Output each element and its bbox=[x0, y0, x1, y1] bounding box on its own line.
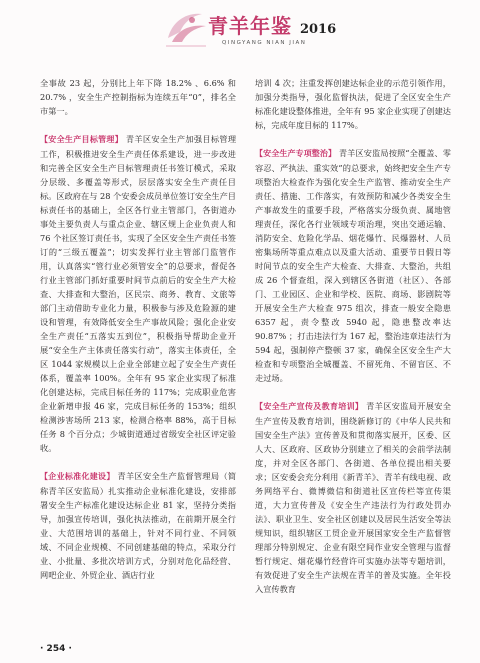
page-number: · 254 · bbox=[40, 644, 72, 654]
section-tag-special-rectification: 【安全生产专项整治】 bbox=[255, 149, 337, 158]
paragraph-target-management bbox=[40, 132, 236, 455]
page-header bbox=[0, 0, 480, 66]
yearbook-year: 2016 bbox=[299, 22, 337, 37]
section-tag-standardization: 【企业标准化建设】 bbox=[40, 472, 115, 481]
section-body-target-management: 青羊区安全生产加强目标管理工作，积极推进安全生产责任体系建设，进一步改进和完善全区安全生产目标管理责任书签订模式，采取分层级、多覆盖等形式，层层落实安全生产责任目标。区政府在与 28 个安委会成员单位签订安全生产目标责任书的基础上，全区各行业主管部门，各街道办事处主要负责人与重点企业、辖区规上企业负责人和 76 个社区签订责任书，实现了全区安全生产责任书签订的“三级五覆盖”；切实发挥行业主管部门监管作用，认真落实“管行业必须管安全”的总要求，督促各行业主管部门抓好重要时间节点前后的安全生产大检查、大排查和大整治，区民宗、商务、教育、文旅等部门主动借助专业化力量，积极参与涉及危险源的建设和管理，有效降低安全生产事故风险；强化企业安全生产责任“五落实五到位”，积极指导帮助企业开展“安全生产主体责任落实行动”，落实主体责任，全区 1044 家规模以上企业全部建立起了安全生产责任体系，覆盖率 100%。全年有 95 家企业实现了标准化创建达标，完成目标任务的 117%；完成职业危害企业新增申报 46 家，完成目标任务的 153%；组织检测涉害场所 213 家，检测合格率 88%，高于目标任务 8 个百分点；少城街道通过省级安全社区评定验收。 bbox=[40, 134, 237, 453]
sheep-logo-icon bbox=[162, 4, 210, 50]
section-body-special-rectification: 青羊区安监局按照“全覆盖、零容忍、严执法、重实效”的总要求，始终把安全生产专项整治大检查作为强化安全生产监管、推动安全生产责任、措施、工作落实，有效预防和减少各类安全生产事故发生的重要手段，严格落实分级负责、属地管理责任，深化各行业领域专项治理，突出交通运输、消防安全、危险化学品、烟花爆竹、民爆器材、人员密集场所等重点难点以及重大活动、重要节日假日等时间节点的安全生产大检查、大排查、大整治，共组成 26 个督查组，深入到辖区各街道（社区）、各部门、工业园区、企业和学校、医院、商场、影剧院等开展安全生产大检查 975 组次，排查一般安全隐患 6357 起，责令整改 5940 起，隐患整改率达 90.87% ；打击违法行为 167 起，整治违章违法行为 594 起，强制停产整顿 37 家，确保全区安全生产大检查和专项整治全城覆盖、不留死角、不留盲区、不走过场。 bbox=[255, 148, 451, 383]
right-column bbox=[255, 76, 451, 596]
paragraph-training-continued: 培训 4 次；注重发挥创建达标企业的示范引领作用，加强分类指导，强化监督执法，促进了全区安全生产标准化建设整体推进，全年有 95 家企业实现了创建达标，完成年度目标的 117%。 bbox=[255, 78, 451, 130]
paragraph-publicity-training bbox=[255, 399, 451, 596]
yearbook-logo-subtitle: QINGYANG NIAN JIAN bbox=[222, 40, 307, 46]
paragraph-accident-stats: 全事故 23 起，分别比上年下降 18.2% 、6.6% 和 20.7% ，安全生产控制指标为连续五年“0”，排名全市第一。 bbox=[40, 78, 236, 116]
section-tag-target-management: 【安全生产目标管理】 bbox=[40, 135, 124, 144]
section-body-standardization: 青羊区安全生产监督管理局（简称青羊区安监局）扎实推动企业标准化建设，安排部署安全生产标准化建设达标企业 81 家，坚持分类指导，加强宣传培训，强化执法推动，在前期开展全行业、大范围培训的基础上，针对不同行业、不同领域、不同企业规模、不同创建基础的特点，采取分行业、小批量、多批次培训方式，分别对危化品经营、网吧企业、外贸企业、酒店行业 bbox=[40, 471, 237, 580]
section-tag-publicity-training: 【安全生产宣传及教育培训】 bbox=[255, 402, 364, 411]
paragraph-standardization bbox=[40, 469, 236, 582]
paragraph-special-rectification bbox=[255, 146, 451, 385]
left-column bbox=[40, 76, 236, 582]
section-body-publicity-training: 青羊区安监局开展安全生产宣传及教育培训，围绕新修订的《中华人民共和国安全生产法》宣传普及和贯彻落实展开，区委、区人大、区政府、区政协分别建立了相关的会前学法制度，并对全区各部门、各街道、各单位提出相关要求；区安委会充分利用《新青羊》、青羊有线电视、政务网络平台、微博微信和街道社区宣传栏等宣传渠道，大力宣传普及《安全生产违法行为行政处罚办法》、职业卫生、安全社区创建以及居民生活安全等法规知识，组织辖区工贸企业开展国家安全生产监督管理部分特别规定、企业有限空间作业安全管理与监督暂行规定、烟花爆竹经营许可实施办法等专题培训，有效促进了安全生产法规在青羊的普及实施。全年投入宣传教育 bbox=[255, 401, 451, 594]
yearbook-logo-title: 青羊年鉴 2016 bbox=[208, 14, 337, 38]
